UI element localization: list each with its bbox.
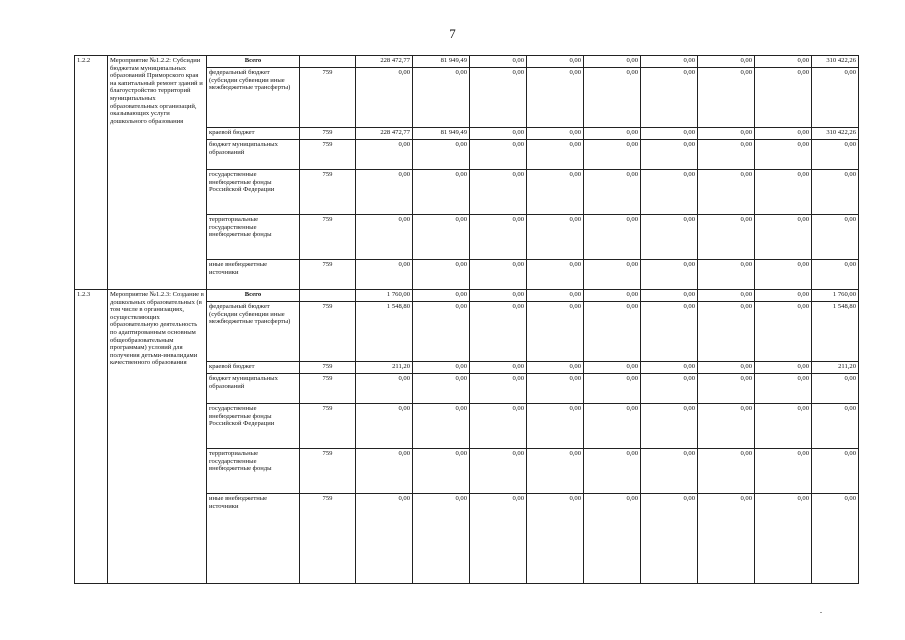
funding-source: бюджет муниципальных образований [207, 140, 300, 170]
amount-cell: 0,00 [641, 68, 698, 128]
amount-cell: 0,00 [641, 449, 698, 494]
amount-cell: 0,00 [470, 170, 527, 215]
amount-cell: 0,00 [413, 362, 470, 374]
amount-cell: 0,00 [356, 215, 413, 260]
amount-cell: 0,00 [698, 140, 755, 170]
budget-code: 759 [300, 302, 356, 362]
funding-source: краевой бюджет [207, 128, 300, 140]
amount-cell: 0,00 [812, 170, 859, 215]
amount-cell: 0,00 [698, 362, 755, 374]
amount-cell: 0,00 [755, 140, 812, 170]
amount-cell: 0,00 [413, 374, 470, 404]
amount-cell: 0,00 [812, 449, 859, 494]
amount-cell: 0,00 [413, 215, 470, 260]
amount-cell: 0,00 [413, 404, 470, 449]
amount-cell: 0,00 [584, 362, 641, 374]
amount-cell: 0,00 [698, 128, 755, 140]
amount-cell: 310 422,26 [812, 56, 859, 68]
amount-cell: 0,00 [698, 374, 755, 404]
amount-cell: 1 760,00 [812, 290, 859, 302]
amount-cell: 0,00 [470, 362, 527, 374]
amount-cell: 0,00 [470, 68, 527, 128]
amount-cell: 0,00 [470, 494, 527, 584]
amount-cell: 0,00 [527, 128, 584, 140]
amount-cell: 0,00 [527, 260, 584, 290]
amount-cell: 0,00 [755, 56, 812, 68]
amount-cell: 0,00 [584, 449, 641, 494]
amount-cell: 0,00 [356, 374, 413, 404]
amount-cell: 0,00 [413, 170, 470, 215]
amount-cell: 0,00 [641, 302, 698, 362]
amount-cell: 0,00 [641, 128, 698, 140]
amount-cell: 0,00 [356, 170, 413, 215]
amount-cell: 0,00 [812, 140, 859, 170]
funding-source: территориальные государственные внебюджетные фонды [207, 215, 300, 260]
amount-cell: 0,00 [698, 290, 755, 302]
scan-speck [820, 612, 822, 613]
page-number: 7 [449, 26, 456, 41]
amount-cell: 0,00 [470, 404, 527, 449]
amount-cell: 0,00 [755, 302, 812, 362]
amount-cell: 0,00 [812, 374, 859, 404]
amount-cell: 0,00 [698, 449, 755, 494]
budget-code: 759 [300, 449, 356, 494]
amount-cell: 0,00 [584, 494, 641, 584]
amount-cell: 0,00 [356, 494, 413, 584]
amount-cell: 0,00 [584, 260, 641, 290]
amount-cell: 228 472,77 [356, 56, 413, 68]
amount-cell: 0,00 [812, 494, 859, 584]
amount-cell: 0,00 [698, 215, 755, 260]
funding-source: территориальные государственные внебюджетные фонды [207, 449, 300, 494]
amount-cell: 0,00 [584, 128, 641, 140]
amount-cell: 0,00 [641, 494, 698, 584]
amount-cell: 0,00 [755, 290, 812, 302]
amount-cell: 310 422,26 [812, 128, 859, 140]
amount-cell: 0,00 [641, 170, 698, 215]
budget-code: 759 [300, 68, 356, 128]
amount-cell: 0,00 [584, 140, 641, 170]
amount-cell: 81 949,49 [413, 128, 470, 140]
budget-code: 759 [300, 128, 356, 140]
amount-cell: 0,00 [584, 374, 641, 404]
amount-cell: 0,00 [356, 140, 413, 170]
amount-cell: 0,00 [356, 404, 413, 449]
amount-cell: 228 472,77 [356, 128, 413, 140]
amount-cell: 0,00 [812, 215, 859, 260]
item-number: 1.2.2 [75, 56, 108, 290]
amount-cell: 0,00 [812, 404, 859, 449]
amount-cell: 0,00 [470, 449, 527, 494]
amount-cell: 0,00 [584, 170, 641, 215]
amount-cell: 0,00 [641, 140, 698, 170]
amount-cell: 0,00 [413, 68, 470, 128]
amount-cell: 0,00 [527, 140, 584, 170]
budget-code: 759 [300, 362, 356, 374]
amount-cell: 0,00 [698, 494, 755, 584]
amount-cell: 0,00 [470, 140, 527, 170]
table-row [75, 290, 859, 302]
amount-cell: 0,00 [356, 449, 413, 494]
amount-cell: 0,00 [641, 374, 698, 404]
amount-cell: 0,00 [698, 404, 755, 449]
amount-cell: 211,20 [356, 362, 413, 374]
item-number: 1.2.3 [75, 290, 108, 584]
amount-cell: 0,00 [527, 449, 584, 494]
amount-cell: 0,00 [641, 404, 698, 449]
amount-cell: 0,00 [755, 362, 812, 374]
funding-source: федеральный бюджет (субсидии субвенции иные межбюджетные трансферты) [207, 302, 300, 362]
funding-total-label: Всего [207, 290, 300, 302]
funding-source: государственные внебюджетные фонды Российской Федерации [207, 170, 300, 215]
amount-cell: 0,00 [470, 215, 527, 260]
amount-cell: 0,00 [527, 374, 584, 404]
amount-cell: 0,00 [470, 260, 527, 290]
amount-cell: 0,00 [413, 290, 470, 302]
amount-cell: 0,00 [527, 302, 584, 362]
amount-cell: 0,00 [755, 449, 812, 494]
amount-cell: 0,00 [755, 374, 812, 404]
amount-cell: 0,00 [641, 56, 698, 68]
amount-cell: 0,00 [527, 290, 584, 302]
amount-cell: 0,00 [698, 56, 755, 68]
amount-cell: 0,00 [755, 128, 812, 140]
amount-cell: 0,00 [584, 215, 641, 260]
budget-code: 759 [300, 404, 356, 449]
amount-cell: 0,00 [641, 290, 698, 302]
funding-source: иные внебюджетные источники [207, 494, 300, 584]
amount-cell: 1 548,80 [356, 302, 413, 362]
amount-cell: 0,00 [413, 302, 470, 362]
amount-cell: 0,00 [641, 260, 698, 290]
amount-cell: 0,00 [356, 68, 413, 128]
amount-cell: 0,00 [527, 170, 584, 215]
funding-source: государственные внебюджетные фонды Российской Федерации [207, 404, 300, 449]
amount-cell: 0,00 [755, 68, 812, 128]
budget-code [300, 290, 356, 302]
amount-cell: 0,00 [584, 56, 641, 68]
amount-cell: 0,00 [698, 68, 755, 128]
amount-cell: 0,00 [527, 68, 584, 128]
funding-source: бюджет муниципальных образований [207, 374, 300, 404]
amount-cell: 1 548,80 [812, 302, 859, 362]
amount-cell: 0,00 [755, 404, 812, 449]
table-row [75, 56, 859, 68]
amount-cell: 0,00 [413, 260, 470, 290]
amount-cell: 0,00 [755, 260, 812, 290]
amount-cell: 0,00 [584, 404, 641, 449]
amount-cell: 0,00 [641, 362, 698, 374]
amount-cell: 0,00 [470, 302, 527, 362]
amount-cell: 0,00 [812, 68, 859, 128]
amount-cell: 0,00 [755, 170, 812, 215]
amount-cell: 0,00 [527, 494, 584, 584]
budget-code [300, 56, 356, 68]
amount-cell: 0,00 [584, 302, 641, 362]
amount-cell: 0,00 [470, 56, 527, 68]
amount-cell: 211,20 [812, 362, 859, 374]
budget-code: 759 [300, 140, 356, 170]
amount-cell: 81 949,49 [413, 56, 470, 68]
amount-cell: 0,00 [812, 260, 859, 290]
amount-cell: 0,00 [755, 215, 812, 260]
budget-code: 759 [300, 494, 356, 584]
budget-code: 759 [300, 170, 356, 215]
amount-cell: 0,00 [527, 56, 584, 68]
item-description: Мероприятие №1.2.3: Создание в дошкольных образовательных (в том числе в организациях, осуществляющих образовательную деятельность по адаптированным основным общеобразовательным программам) условий для получения детьми-инвалидами качественного образования [108, 290, 207, 584]
amount-cell: 0,00 [413, 494, 470, 584]
budget-code: 759 [300, 374, 356, 404]
amount-cell: 0,00 [527, 362, 584, 374]
amount-cell: 0,00 [470, 374, 527, 404]
amount-cell: 0,00 [470, 128, 527, 140]
amount-cell: 1 760,00 [356, 290, 413, 302]
amount-cell: 0,00 [356, 260, 413, 290]
budget-code: 759 [300, 260, 356, 290]
amount-cell: 0,00 [698, 170, 755, 215]
amount-cell: 0,00 [755, 494, 812, 584]
item-description: Мероприятие №1.2.2: Субсидии бюджетам муниципальных образований Приморского края на капитальный ремонт зданий и благоустройство территорий муниципальных образовательных организаций, оказывающих услуги дошкольного образования [108, 56, 207, 290]
amount-cell: 0,00 [641, 215, 698, 260]
amount-cell: 0,00 [584, 68, 641, 128]
funding-source: краевой бюджет [207, 362, 300, 374]
funding-source: федеральный бюджет (субсидии субвенции иные межбюджетные трансферты) [207, 68, 300, 128]
budget-code: 759 [300, 215, 356, 260]
funding-source: иные внебюджетные источники [207, 260, 300, 290]
amount-cell: 0,00 [413, 449, 470, 494]
amount-cell: 0,00 [527, 404, 584, 449]
amount-cell: 0,00 [584, 290, 641, 302]
budget-table [74, 55, 859, 584]
amount-cell: 0,00 [470, 290, 527, 302]
amount-cell: 0,00 [413, 140, 470, 170]
amount-cell: 0,00 [698, 260, 755, 290]
funding-total-label: Всего [207, 56, 300, 68]
amount-cell: 0,00 [698, 302, 755, 362]
amount-cell: 0,00 [527, 215, 584, 260]
